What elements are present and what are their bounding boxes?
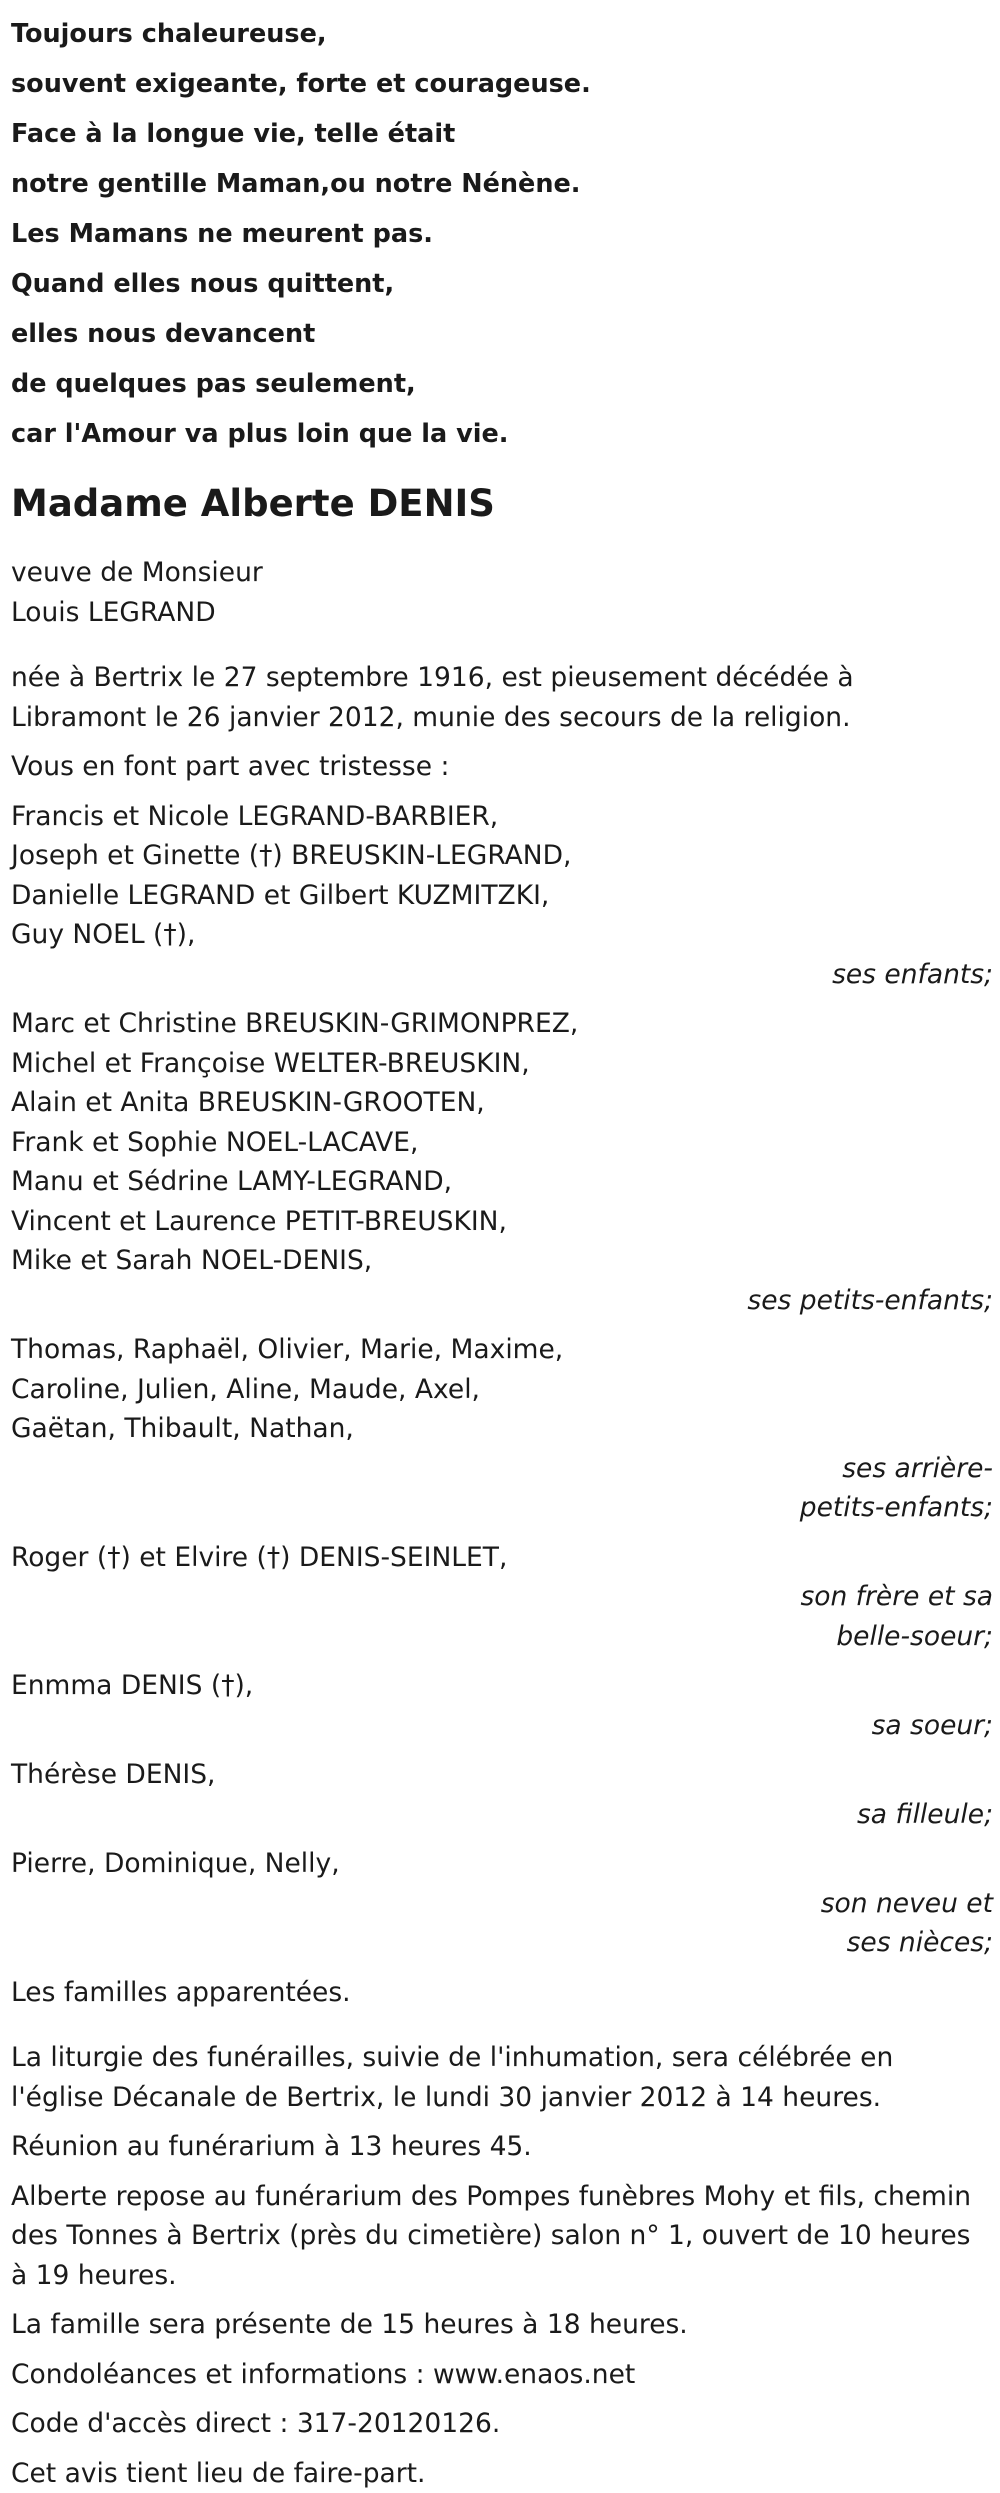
relation-label: son frère et sa belle-soeur; bbox=[783, 1577, 993, 1656]
poem-line: Face à la longue vie, telle était bbox=[11, 109, 993, 159]
relation-label: sa soeur; bbox=[11, 1706, 993, 1746]
poem-line: Les Mamans ne meurent pas. bbox=[11, 209, 993, 259]
family-member: Caroline, Julien, Aline, Maude, Axel, bbox=[11, 1370, 993, 1410]
relation-label: son neveu et ses nièces; bbox=[783, 1884, 993, 1963]
family-member: Gaëtan, Thibault, Nathan, bbox=[11, 1409, 993, 1449]
family-member: Francis et Nicole LEGRAND-BARBIER, bbox=[11, 797, 993, 837]
relation-label: sa filleule; bbox=[11, 1795, 993, 1835]
family-group-nephews-nieces bbox=[11, 1844, 993, 1963]
relation-label: ses petits-enfants; bbox=[11, 1281, 993, 1321]
spouse-line: Louis LEGRAND bbox=[11, 593, 993, 633]
poem-line: souvent exigeante, forte et courageuse. bbox=[11, 59, 993, 109]
family-member: Danielle LEGRAND et Gilbert KUZMITZKI, bbox=[11, 876, 993, 916]
family-member: Enmma DENIS (†), bbox=[11, 1666, 993, 1706]
poem-line: Quand elles nous quittent, bbox=[11, 259, 993, 309]
family-member: Joseph et Ginette (†) BREUSKIN-LEGRAND, bbox=[11, 836, 993, 876]
funeral-liturgy: La liturgie des funérailles, suivie de l'inhumation, sera célébrée en l'église Décanale de Bertrix, le lundi 30 janvier 2012 à 14 heures. bbox=[11, 2038, 993, 2117]
family-presence: La famille sera présente de 15 heures à 18 heures. bbox=[11, 2305, 993, 2345]
funeral-gathering: Réunion au funérarium à 13 heures 45. bbox=[11, 2127, 993, 2167]
family-member: Frank et Sophie NOEL-LACAVE, bbox=[11, 1123, 993, 1163]
poem-line: de quelques pas seulement, bbox=[11, 359, 993, 409]
family-member: Roger (†) et Elvire (†) DENIS-SEINLET, bbox=[11, 1538, 993, 1578]
funeral-home-info: Alberte repose au funérarium des Pompes funèbres Mohy et fils, chemin des Tonnes à Bertrix (près du cimetière) salon n° 1, ouvert de 10 heures à 19 heures. bbox=[11, 2177, 993, 2296]
obituary-notice bbox=[11, 0, 993, 2493]
deceased-name: Madame Alberte DENIS bbox=[11, 479, 993, 529]
spouse-line: veuve de Monsieur bbox=[11, 553, 993, 593]
family-member: Michel et Françoise WELTER-BREUSKIN, bbox=[11, 1044, 993, 1084]
family-member: Guy NOEL (†), bbox=[11, 915, 993, 955]
family-member: Mike et Sarah NOEL-DENIS, bbox=[11, 1241, 993, 1281]
family-member: Vincent et Laurence PETIT-BREUSKIN, bbox=[11, 1202, 993, 1242]
notice-body bbox=[11, 553, 993, 2493]
family-group-goddaughter bbox=[11, 1755, 993, 1834]
related-families: Les familles apparentées. bbox=[11, 1973, 993, 2013]
family-member: Alain et Anita BREUSKIN-GROOTEN, bbox=[11, 1083, 993, 1123]
family-group-sister bbox=[11, 1666, 993, 1745]
relation-label: ses enfants; bbox=[11, 955, 993, 995]
closing-note: Cet avis tient lieu de faire-part. bbox=[11, 2454, 993, 2493]
poem-line: Toujours chaleureuse, bbox=[11, 9, 993, 59]
poem bbox=[11, 9, 993, 459]
condolences-info: Condoléances et informations : www.enaos.net bbox=[11, 2355, 993, 2395]
family-member: Thomas, Raphaël, Olivier, Marie, Maxime, bbox=[11, 1330, 993, 1370]
family-group-children bbox=[11, 797, 993, 995]
family-member: Pierre, Dominique, Nelly, bbox=[11, 1844, 993, 1884]
family-group-grandchildren bbox=[11, 1004, 993, 1320]
poem-line: car l'Amour va plus loin que la vie. bbox=[11, 409, 993, 459]
poem-line: notre gentille Maman,ou notre Nénène. bbox=[11, 159, 993, 209]
family-member: Thérèse DENIS, bbox=[11, 1755, 993, 1795]
spouse-info bbox=[11, 553, 993, 632]
family-member: Marc et Christine BREUSKIN-GRIMONPREZ, bbox=[11, 1004, 993, 1044]
relation-label: ses arrière-petits-enfants; bbox=[783, 1449, 993, 1528]
announcement: Vous en font part avec tristesse : bbox=[11, 747, 993, 787]
family-group-great-grandchildren bbox=[11, 1330, 993, 1528]
birth-death-info: née à Bertrix le 27 septembre 1916, est pieusement décédée à Libramont le 26 janvier 2012, munie des secours de la religion. bbox=[11, 658, 993, 737]
access-code: Code d'accès direct : 317-20120126. bbox=[11, 2404, 993, 2444]
family-member: Manu et Sédrine LAMY-LEGRAND, bbox=[11, 1162, 993, 1202]
poem-line: elles nous devancent bbox=[11, 309, 993, 359]
family-group-siblings bbox=[11, 1538, 993, 1657]
